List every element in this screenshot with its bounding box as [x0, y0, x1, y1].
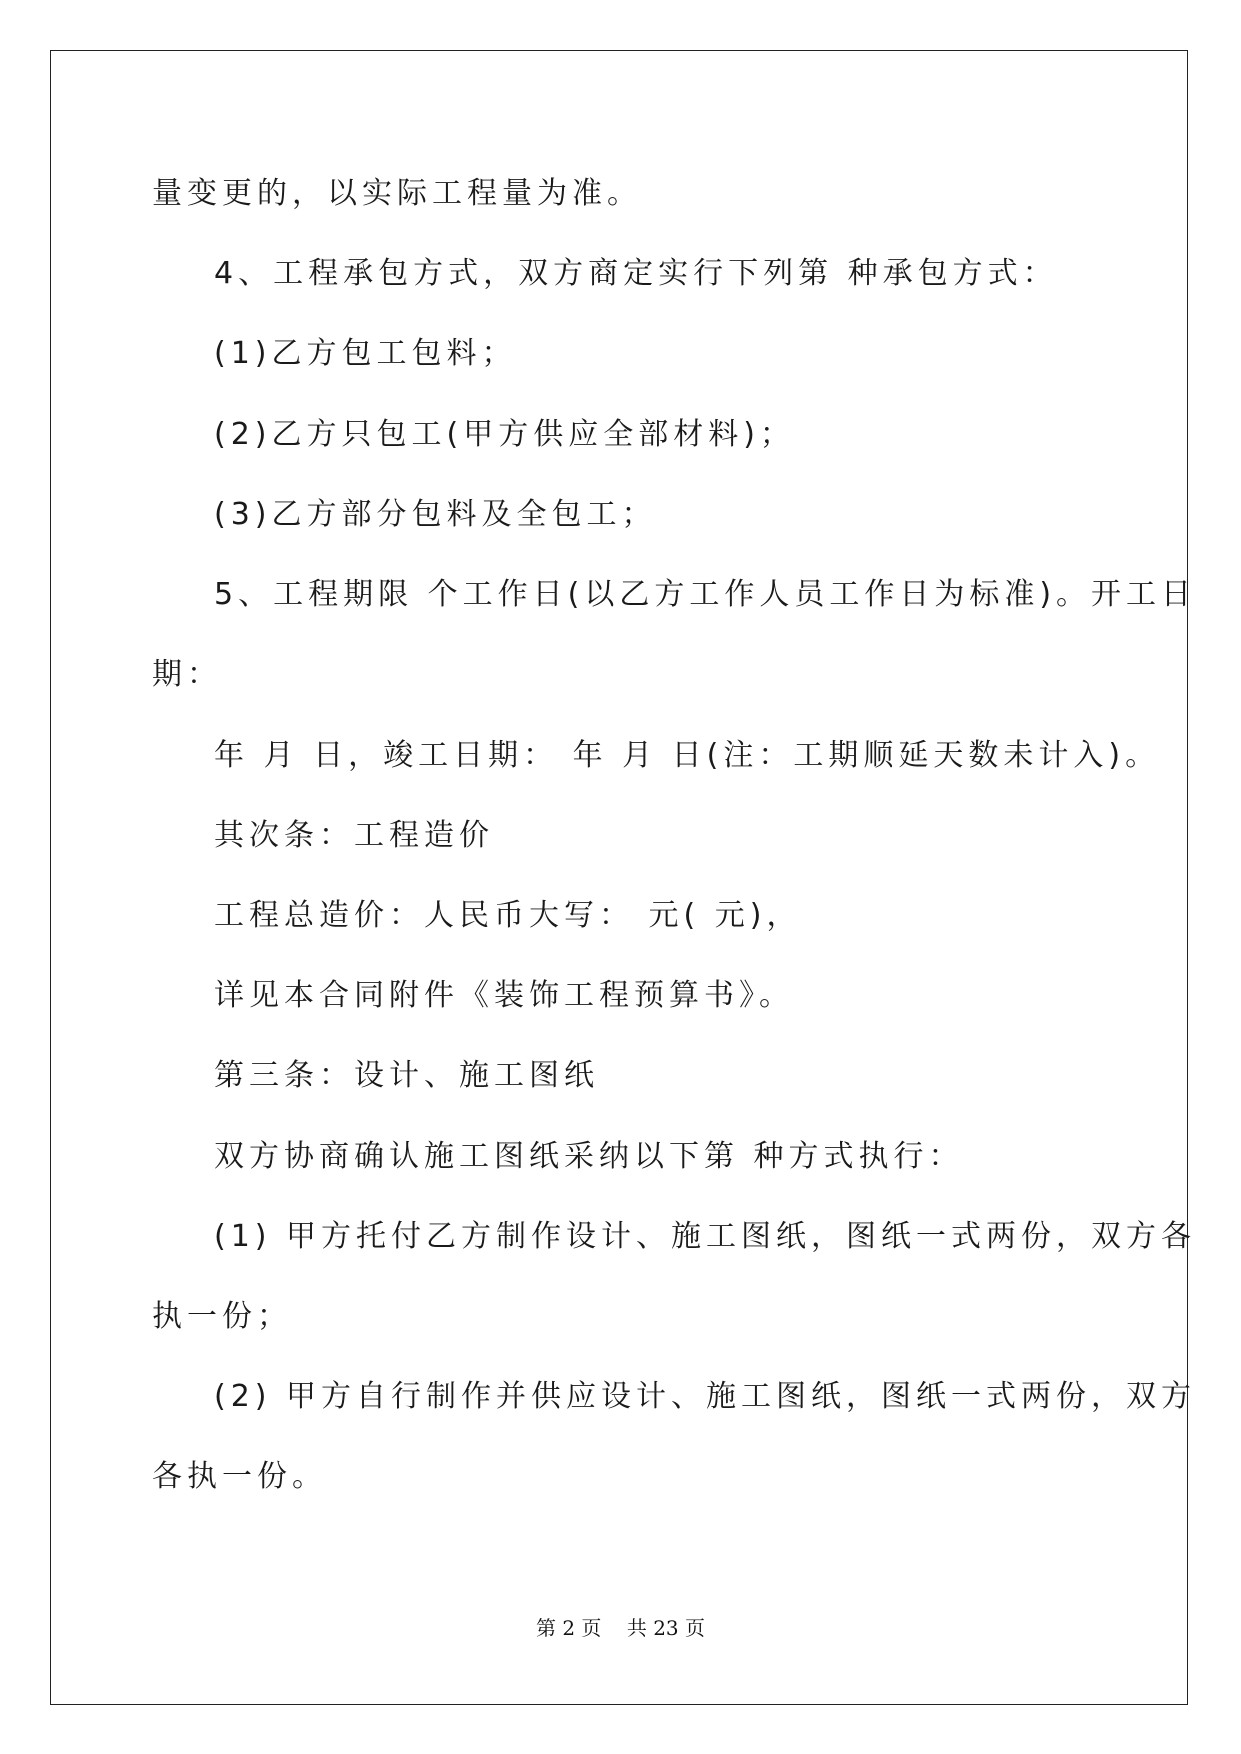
- paragraph-line: 各执一份。: [152, 1459, 327, 1494]
- paragraph-line: 工程总造价：人民币大写： 元( 元)，: [214, 898, 802, 933]
- paragraph-line: (1) 甲方托付乙方制作设计、施工图纸，图纸一式两份，双方各: [214, 1219, 1197, 1254]
- paragraph-line: 执一份；: [152, 1299, 292, 1334]
- paragraph-line: 4、工程承包方式，双方商定实行下列第 种承包方式：: [214, 256, 1058, 291]
- paragraph-line: (3)乙方部分包料及全包工；: [214, 497, 657, 532]
- paragraph-line: 年 月 日，竣工日期： 年 月 日(注：工期顺延天数未计入)。: [214, 738, 1161, 773]
- page-number-footer: 第 2 页 共 23 页: [535, 1616, 706, 1640]
- paragraph-line: 其次条：工程造价: [214, 818, 494, 853]
- paragraph-line: 量变更的，以实际工程量为准。: [152, 176, 642, 211]
- paragraph-line: (2) 甲方自行制作并供应设计、施工图纸，图纸一式两份，双方: [214, 1379, 1197, 1414]
- paragraph-line: 详见本合同附件《装饰工程预算书》。: [214, 978, 794, 1013]
- paragraph-line: 5、工程期限 个工作日(以乙方工作人员工作日为标准)。开工日: [214, 577, 1197, 612]
- paragraph-line: 双方协商确认施工图纸采纳以下第 种方式执行：: [214, 1139, 964, 1174]
- paragraph-line: 第三条：设计、施工图纸: [214, 1058, 599, 1093]
- paragraph-line: (1)乙方包工包料；: [214, 336, 517, 371]
- paragraph-line: (2)乙方只包工(甲方供应全部材料)；: [214, 417, 795, 452]
- paragraph-line: 期：: [152, 657, 222, 692]
